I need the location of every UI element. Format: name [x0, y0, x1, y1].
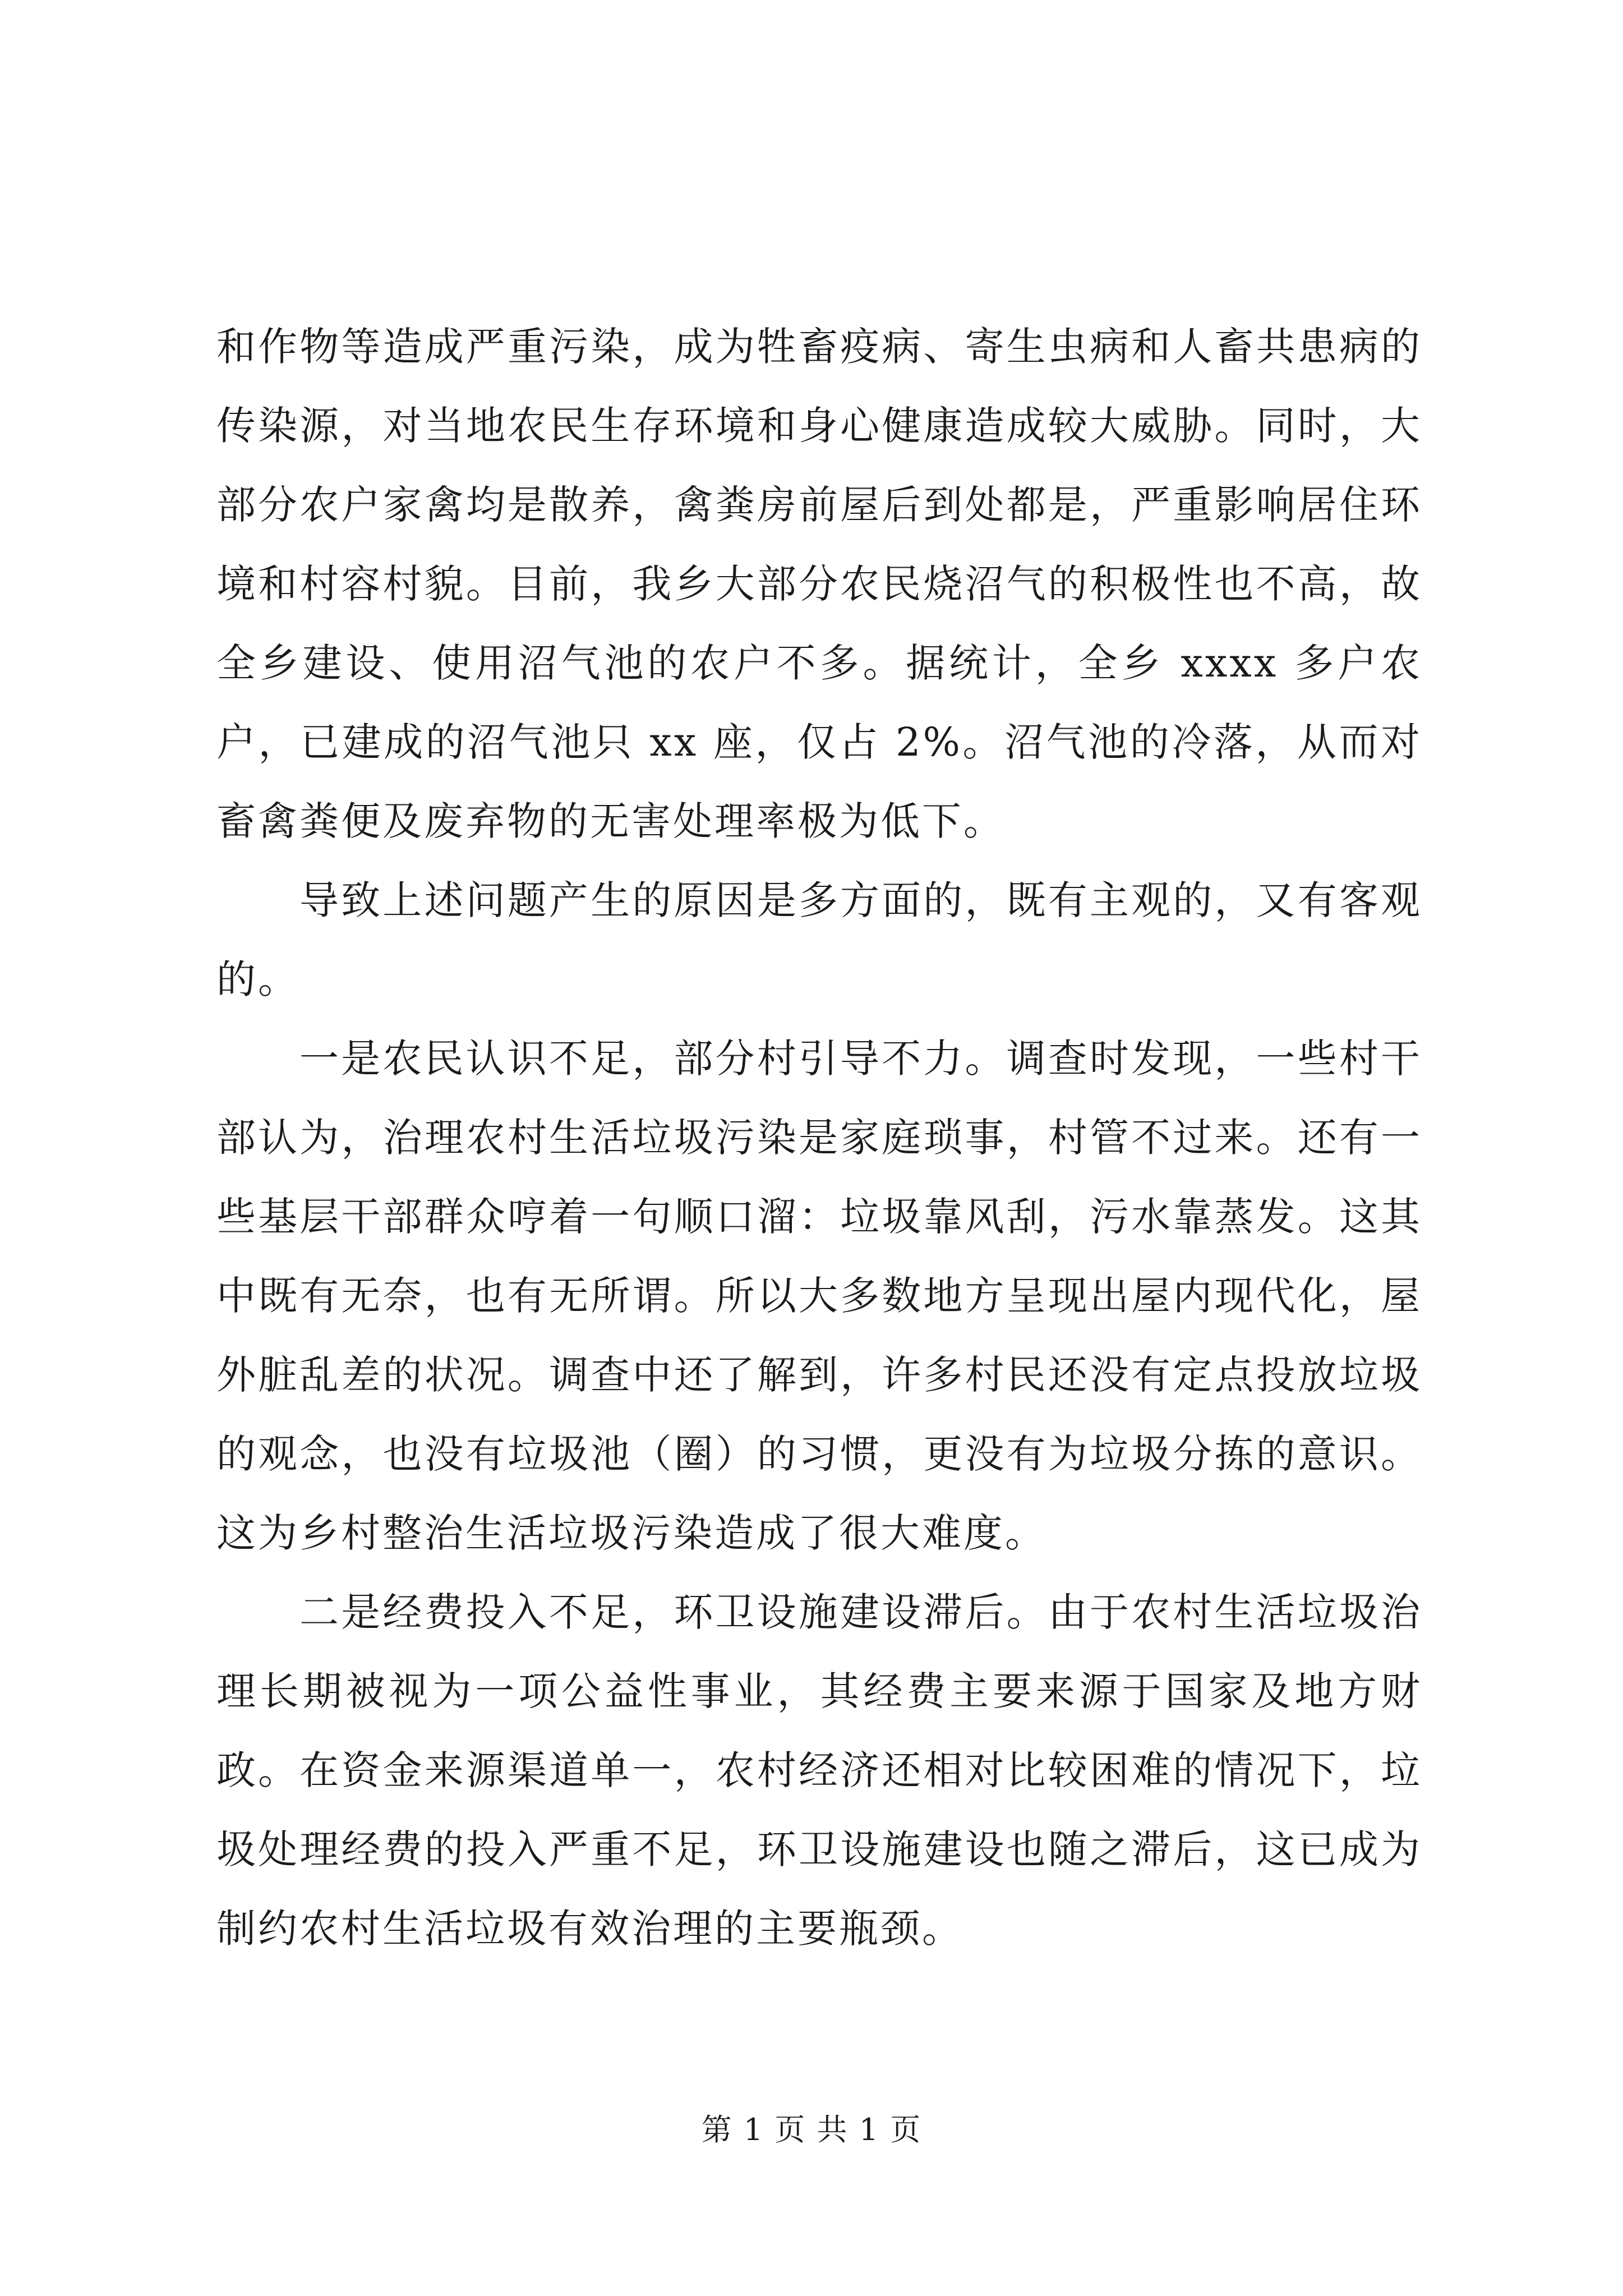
document-body [216, 307, 1422, 1968]
paragraph-3: 一是农民认识不足，部分村引导不力。调查时发现，一些村干部认为，治理农村生活垃圾污染是家庭琐事，村管不过来。还有一些基层干部群众哼着一句顺口溜：垃圾靠风刮，污水靠蒸发。这其中既有无奈，也有无所谓。所以大多数地方呈现出屋内现代化，屋外脏乱差的状况。调查中还了解到，许多村民还没有定点投放垃圾的观念，也没有垃圾池（圈）的习惯，更没有为垃圾分拣的意识。这为乡村整治生活垃圾污染造成了很大难度。 [216, 1036, 1422, 1556]
paragraph-1: 和作物等造成严重污染，成为牲畜疫病、寄生虫病和人畜共患病的传染源，对当地农民生存环境和身心健康造成较大威胁。同时，大部分农户家禽均是散养，禽粪房前屋后到处都是，严重影响居住环境和村容村貌。目前，我乡大部分农民烧沼气的积极性也不高，故全乡建设、使用沼气池的农户不多。据统计，全乡 xxxx 多户农户，已建成的沼气池只 xx 座，仅占 2%。沼气池的冷落，从而对畜禽粪便及废弃物的无害处理率极为低下。 [216, 324, 1422, 844]
paragraph-4: 二是经费投入不足，环卫设施建设滞后。由于农村生活垃圾治理长期被视为一项公益性事业，其经费主要来源于国家及地方财政。在资金来源渠道单一，农村经济还相对比较困难的情况下，垃圾处理经费的投入严重不足，环卫设施建设也随之滞后，这已成为制约农村生活垃圾有效治理的主要瓶颈。 [216, 1589, 1422, 1952]
paragraph-2: 导致上述问题产生的原因是多方面的，既有主观的，又有客观的。 [216, 877, 1422, 1002]
page-number-footer: 第 1 页 共 1 页 [701, 2112, 922, 2147]
